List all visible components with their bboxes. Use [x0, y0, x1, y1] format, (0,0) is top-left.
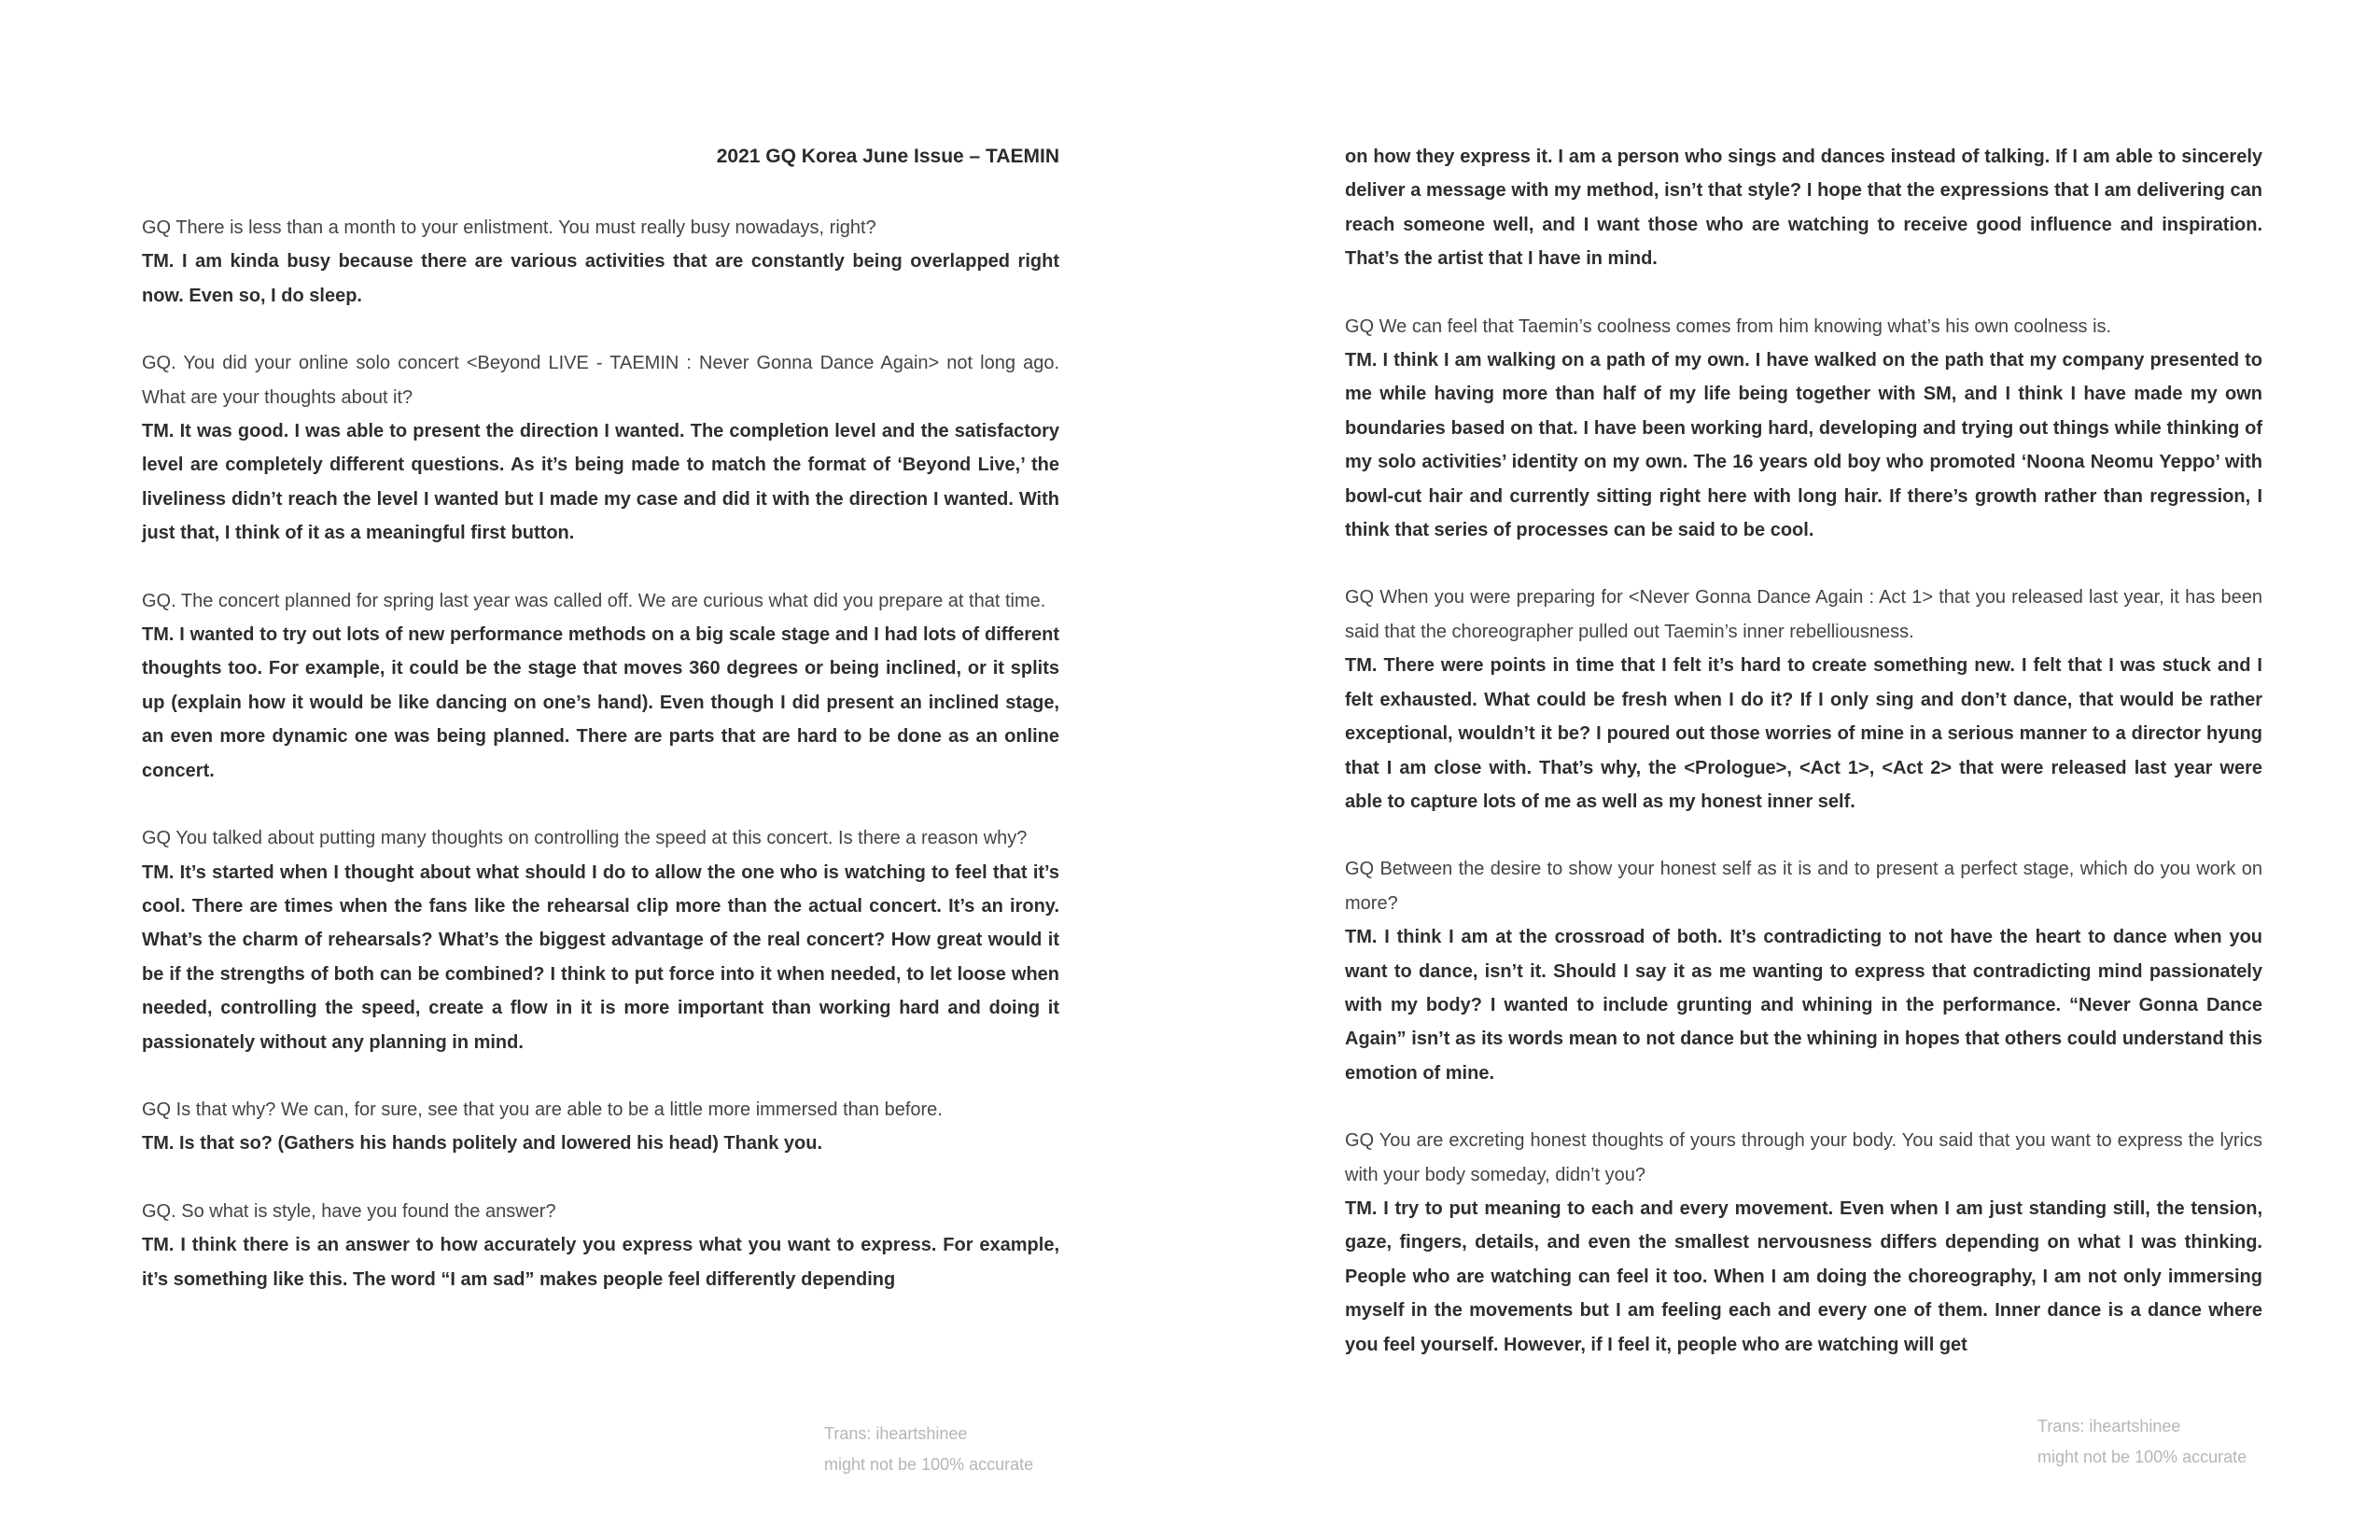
answer: TM. I think there is an answer to how accurately you express what you want to express. For example, it’s something like this. The word “I am sad” makes people feel differently depending [142, 1235, 1059, 1290]
answer-continuation: on how they express it. I am a person who sings and dances instead of talking. If I am able to sincerely deliver a message with my method, isn’t that style? I hope that the expressions that I am delivering can reach someone well, and I want those who are watching to receive good influence and inspiration. That’s the artist that I have in mind. [1345, 147, 2262, 270]
question: GQ. So what is style, have you found the answer? [142, 1200, 556, 1222]
qa-block [142, 584, 1059, 788]
document-title: 2021 GQ Korea June Issue – TAEMIN [716, 146, 1059, 167]
answer: TM. I wanted to try out lots of new performance methods on a big scale stage and I had lots of different thoughts too. For example, it could be the stage that moves 360 degrees or being inclined, or it splits up (explain how it would be like dancing on one’s hand). Even though I did present an inclined stage, an even more dynamic one was being planned. There are parts that are hard to be done as an online concert. [142, 624, 1059, 781]
qa-block [1345, 852, 2262, 1090]
question: GQ Is that why? We can, for sure, see that you are able to be a little more immersed than before. [142, 1099, 943, 1120]
question: GQ. You did your online solo concert <Beyond LIVE - TAEMIN : Never Gonna Dance Again> not long ago. What are your thoughts about it? [142, 353, 1059, 408]
credit-translator: Trans: iheartshinee [2037, 1417, 2181, 1435]
credit-translator: Trans: iheartshinee [824, 1424, 968, 1443]
answer: TM. I think I am at the crossroad of both. It’s contradicting to not have the heart to dance when you want to dance, isn’t it. Should I say it as me wanting to express that contradicting mind passionately with my body? I wanted to include grunting and whining in the performance. “Never Gonna Dance Again” isn’t as its words mean to not dance but the whining in hopes that others could understand this emotion of mine. [1345, 927, 2262, 1084]
qa-block [142, 211, 1059, 313]
answer: TM. I am kinda busy because there are various activities that are constantly being overlapped right now. Even so, I do sleep. [142, 251, 1059, 306]
qa-block [142, 346, 1059, 550]
question: GQ We can feel that Taemin’s coolness comes from him knowing what’s his own coolness is. [1345, 315, 2112, 337]
question: GQ. The concert planned for spring last year was called off. We are curious what did you prepare at that time. [142, 590, 1046, 611]
answer: TM. Is that so? (Gathers his hands politely and lowered his head) Thank you. [142, 1133, 822, 1155]
question: GQ You are excreting honest thoughts of yours through your body. You said that you want to express the lyrics with your body someday, didn’t you? [1345, 1130, 2262, 1185]
qa-block [142, 1195, 1059, 1296]
right-column [1345, 140, 2262, 1395]
qa-block [142, 821, 1059, 1059]
right-page [1190, 0, 2380, 1540]
qa-block [1345, 1124, 2262, 1362]
translator-credit [824, 1419, 1033, 1480]
left-column [142, 140, 1059, 1330]
question: GQ When you were preparing for <Never Gonna Dance Again : Act 1> that you released last year, it has been said that the choreographer pulled out Taemin’s inner rebelliousness. [1345, 587, 2262, 642]
qa-block [1345, 581, 2262, 819]
question: GQ You talked about putting many thoughts on controlling the speed at this concert. Is there a reason why? [142, 828, 1028, 849]
answer: TM. I think I am walking on a path of my own. I have walked on the path that my company presented to me while having more than half of my life being together with SM, and I think I have made my own boundaries based on that. I have been working hard, developing and trying out things while thinking of my solo activities’ identity on my own. The 16 years old boy who promoted ‘Noona Neomu Yeppo’ with bowl-cut hair and currently sitting right here with long hair. If there’s growth rather than regression, I think that series of processes can be said to be cool. [1345, 350, 2262, 541]
credit-disclaimer: might not be 100% accurate [2037, 1448, 2247, 1466]
answer: TM. There were points in time that I felt it’s hard to create something new. I felt that I was stuck and I felt exhausted. What could be fresh when I do it? If I only sing and don’t dance, that would be rather exceptional, wouldn’t it be? I poured out those worries of mine in a serious manner to a director hyung that I am close with. That’s why, the <Prologue>, <Act 1>, <Act 2> that were released last year were able to capture lots of me as well as my honest inner self. [1345, 655, 2262, 812]
qa-block [142, 1093, 1059, 1161]
continuation-block [1345, 140, 2262, 276]
answer: TM. It was good. I was able to present the direction I wanted. The completion level and the satisfactory level are completely different questions. As it’s being made to match the format of ‘Beyond Live,’ the liveliness didn’t reach the level I wanted but I made my case and did it with the direction I wanted. With just that, I think of it as a meaningful first button. [142, 421, 1059, 544]
answer: TM. It’s started when I thought about what should I do to allow the one who is watching to feel that it’s cool. There are times when the fans like the rehearsal clip more than the actual concert. It’s an irony. What’s the charm of rehearsals? What’s the biggest advantage of the real concert? How great would it be if the strengths of both can be combined? I think to put force into it when needed, to let loose when needed, controlling the speed, create a flow in it is more important than working hard and doing it passionately without any planning in mind. [142, 861, 1059, 1053]
answer: TM. I try to put meaning to each and every movement. Even when I am just standing still, the tension, gaze, fingers, details, and even the smallest nervousness differs depending on what I was thinking. People who are watching can feel it too. When I am doing the choreography, I am not only immersing myself in the movements but I am feeling each and every one of them. Inner dance is a dance where you feel yourself. However, if I feel it, people who are watching will get [1345, 1197, 2262, 1355]
question: GQ Between the desire to show your honest self as it is and to present a perfect stage, which do you work on more? [1345, 859, 2262, 914]
question: GQ There is less than a month to your enlistment. You must really busy nowadays, right? [142, 217, 876, 238]
credit-disclaimer: might not be 100% accurate [824, 1455, 1034, 1474]
qa-block [1345, 310, 2262, 548]
translator-credit [2037, 1411, 2247, 1473]
